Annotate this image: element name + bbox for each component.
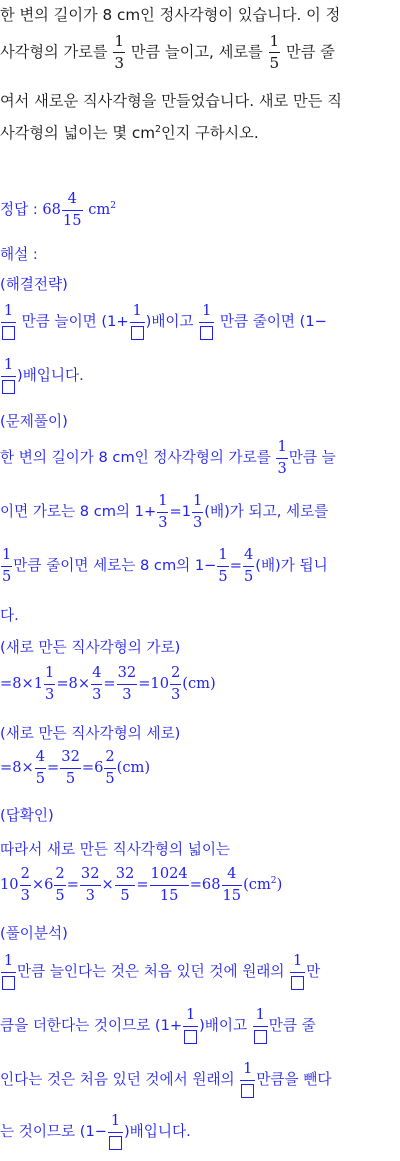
math-token: ) xyxy=(276,876,283,894)
math-token: =6 xyxy=(81,759,104,777)
question-text: 사각형의 넓이는 몇 cm xyxy=(0,124,155,142)
analysis-line-4 xyxy=(0,1114,191,1150)
fraction-one-over-box xyxy=(183,1008,198,1044)
height-equation xyxy=(0,750,150,786)
fraction-denominator xyxy=(1,973,16,991)
analysis-text: 큼을 더한다는 것이므로 (1+ xyxy=(0,1017,183,1035)
fraction-denominator: 3 xyxy=(171,685,181,703)
exponent: 2 xyxy=(155,123,161,135)
fraction-numerator: 1 xyxy=(192,494,203,513)
fraction-denominator xyxy=(1,323,16,341)
solve-line-1 xyxy=(0,440,336,476)
fraction-four-fifths xyxy=(35,750,46,786)
blank-box-icon xyxy=(131,326,144,340)
math-token: =8×1 xyxy=(0,675,44,693)
section-title-width: (새로 만든 직사각형의 가로) xyxy=(0,639,181,656)
section-title-strategy: (해결전략) xyxy=(0,276,68,293)
fraction-numerator: 1 xyxy=(1,548,12,567)
fraction-numerator: 1 xyxy=(199,304,214,323)
fraction-one-over-box xyxy=(199,304,214,340)
analysis-text: 만큼 늘인다는 것은 처음 있던 것에 원래의 xyxy=(17,963,285,981)
answer-line xyxy=(0,192,116,228)
fraction-numerator: 4 xyxy=(222,867,243,886)
fraction-denominator: 3 xyxy=(45,685,55,703)
fraction-one-third xyxy=(192,494,203,530)
solve-line-4: 다. xyxy=(0,607,19,624)
fraction-numerator: 32 xyxy=(117,666,138,685)
fraction-numerator: 2 xyxy=(54,867,65,886)
solve-text: = xyxy=(229,557,242,575)
question-text: 만큼 줄 xyxy=(286,43,335,62)
math-token: =8× xyxy=(56,675,91,693)
math-token: cm xyxy=(88,201,111,219)
fraction-numerator: 1 xyxy=(269,34,281,53)
fraction-four-fifths xyxy=(243,548,254,584)
strategy-text: 만큼 늘이면 (1+ xyxy=(21,313,129,331)
section-title-solve: (문제풀이) xyxy=(0,413,68,430)
fraction-denominator xyxy=(183,1027,198,1045)
fraction-denominator xyxy=(253,1027,268,1045)
fraction-denominator: 3 xyxy=(114,54,125,73)
fraction-denominator: 5 xyxy=(55,886,65,904)
math-token: = xyxy=(66,876,79,894)
fraction-numerator: 1 xyxy=(1,358,16,377)
math-token: =68 xyxy=(189,876,221,894)
fraction-numerator: 1 xyxy=(253,1008,268,1027)
solve-line-3 xyxy=(0,548,328,584)
explanation-label: 해설 : xyxy=(0,246,38,263)
blank-box-icon xyxy=(2,380,15,394)
solve-text: =1 xyxy=(169,503,191,521)
fraction-numerator: 1 xyxy=(217,548,228,567)
blank-box-icon xyxy=(109,1136,122,1150)
fraction-four-fifteenths xyxy=(222,867,243,903)
fraction-denominator: 5 xyxy=(269,54,280,73)
math-token: 2 xyxy=(110,201,116,212)
fraction-one-fifth xyxy=(1,548,12,584)
fraction-numerator: 32 xyxy=(80,867,101,886)
fraction-numerator: 4 xyxy=(62,192,83,211)
fraction-two-fifths xyxy=(104,750,115,786)
strategy-text: 만큼 줄이면 (1− xyxy=(219,313,327,331)
fraction-denominator: 3 xyxy=(158,513,168,531)
fraction-numerator: 1 xyxy=(276,440,287,459)
blank-box-icon xyxy=(184,1030,197,1044)
fraction-thirty-two-thirds xyxy=(117,666,138,702)
math-token: = xyxy=(47,759,60,777)
question-line-1 xyxy=(0,4,340,25)
fraction-numerator: 1 xyxy=(1,304,16,323)
fraction-1024-fifteenths xyxy=(150,867,189,903)
fraction-one-third xyxy=(276,440,287,476)
answer-label: 정답 : xyxy=(0,201,43,219)
fraction-numerator: 1 xyxy=(290,954,305,973)
fraction-numerator: 4 xyxy=(243,548,254,567)
fraction-numerator: 4 xyxy=(35,750,46,769)
math-token: (cm xyxy=(243,876,271,894)
check-line-1: 따라서 새로 만든 직사각형의 넓이는 xyxy=(0,841,231,858)
fraction-numerator: 1 xyxy=(240,1062,255,1081)
fraction-numerator: 1 xyxy=(113,34,125,53)
fraction-denominator xyxy=(240,1081,255,1099)
fraction-denominator: 5 xyxy=(65,769,76,787)
question-text: 사각형의 가로를 xyxy=(0,43,108,62)
fraction-one-over-box xyxy=(290,954,305,990)
solve-text: 이면 가로는 8 cm의 1+ xyxy=(0,503,157,521)
question-line-2 xyxy=(0,34,335,71)
math-token: =10 xyxy=(138,675,169,693)
fraction-thirty-two-thirds xyxy=(80,867,101,903)
analysis-line-2 xyxy=(0,1008,316,1044)
area-equation xyxy=(0,867,282,903)
fraction-one-fifth xyxy=(217,548,228,584)
analysis-text: )배이고 xyxy=(199,1017,248,1035)
fraction-denominator: 5 xyxy=(120,886,130,904)
fraction-one-third xyxy=(44,666,55,702)
fraction-one-over-box xyxy=(130,304,145,340)
question-text: 한 변의 길이가 8 cm인 정사각형이 있습니다. 이 정 xyxy=(0,6,341,24)
fraction-one-over-box xyxy=(253,1008,268,1044)
answer-unit xyxy=(88,201,116,218)
fraction-denominator xyxy=(290,973,305,991)
fraction-numerator: 1 xyxy=(108,1114,123,1133)
blank-box-icon xyxy=(2,976,15,990)
math-token: = xyxy=(136,876,149,894)
analysis-text: 만큼 줄 xyxy=(268,1017,316,1035)
fraction-denominator: 15 xyxy=(222,886,242,904)
section-title-height: (새로 만든 직사각형의 세로) xyxy=(0,725,181,742)
question-text: 인지 구하시오. xyxy=(161,124,259,142)
fraction-denominator xyxy=(108,1133,123,1151)
fraction-numerator: 1 xyxy=(157,494,168,513)
fraction-numerator: 2 xyxy=(104,750,115,769)
math-token: =8× xyxy=(0,759,34,777)
solve-text: (배)가 되고, 세로를 xyxy=(204,503,329,521)
fraction-denominator: 15 xyxy=(62,211,82,229)
fraction-numerator: 32 xyxy=(115,867,136,886)
fraction-one-over-box xyxy=(240,1062,255,1098)
question-text: 만큼 늘이고, 세로를 xyxy=(130,43,263,62)
analysis-line-1 xyxy=(0,954,320,990)
analysis-text: 만큼을 뺀다 xyxy=(256,1071,332,1089)
math-token: 2 xyxy=(270,876,277,887)
question-line-4 xyxy=(0,122,259,143)
width-equation xyxy=(0,666,216,702)
fraction-four-thirds xyxy=(91,666,102,702)
answer-fraction xyxy=(62,192,83,228)
fraction-one-third xyxy=(113,34,125,71)
fraction-numerator: 2 xyxy=(20,867,31,886)
fraction-numerator: 4 xyxy=(91,666,102,685)
analysis-text: 는 것이므로 (1− xyxy=(0,1123,107,1141)
fraction-denominator: 15 xyxy=(159,886,179,904)
question-line-3 xyxy=(0,90,342,111)
fraction-numerator: 1 xyxy=(44,666,55,685)
strategy-line-1 xyxy=(0,304,327,340)
blank-box-icon xyxy=(254,1030,267,1044)
strategy-line-2 xyxy=(0,358,84,394)
analysis-text: 만 xyxy=(306,963,321,981)
fraction-denominator xyxy=(130,323,145,341)
fraction-numerator: 32 xyxy=(60,750,81,769)
section-title-analysis: (풀이분석) xyxy=(0,925,68,942)
fraction-one-fifth xyxy=(269,34,281,71)
blank-box-icon xyxy=(241,1084,254,1098)
fraction-denominator xyxy=(199,323,214,341)
fraction-denominator: 5 xyxy=(218,567,228,585)
math-token: × xyxy=(101,876,114,894)
fraction-numerator: 1 xyxy=(130,304,145,323)
fraction-denominator: 5 xyxy=(243,567,254,585)
blank-box-icon xyxy=(200,326,213,340)
math-token: 10 xyxy=(0,876,19,894)
fraction-denominator: 3 xyxy=(20,886,30,904)
fraction-numerator: 1 xyxy=(1,954,16,973)
fraction-denominator: 3 xyxy=(92,685,102,703)
math-token: ×6 xyxy=(31,876,54,894)
fraction-denominator: 5 xyxy=(105,769,115,787)
math-token: (cm) xyxy=(182,675,216,693)
math-token: (cm) xyxy=(116,759,151,777)
fraction-denominator: 3 xyxy=(85,886,95,904)
fraction-numerator: 1 xyxy=(183,1008,198,1027)
fraction-one-over-box xyxy=(1,954,16,990)
fraction-denominator: 3 xyxy=(193,513,203,531)
solve-text: (배)가 됩니 xyxy=(255,557,328,575)
fraction-denominator xyxy=(1,377,16,395)
fraction-thirty-two-fifths xyxy=(60,750,81,786)
fraction-two-thirds xyxy=(170,666,181,702)
fraction-denominator: 3 xyxy=(277,459,287,477)
fraction-two-fifths xyxy=(54,867,65,903)
fraction-numerator: 2 xyxy=(170,666,181,685)
analysis-line-3 xyxy=(0,1062,331,1098)
strategy-text: )배이고 xyxy=(145,313,194,331)
strategy-text: )배입니다. xyxy=(17,367,84,385)
fraction-thirty-two-fifths xyxy=(115,867,136,903)
fraction-denominator: 5 xyxy=(35,769,46,787)
fraction-denominator: 3 xyxy=(122,685,132,703)
answer-whole: 68 xyxy=(42,201,61,219)
blank-box-icon xyxy=(2,326,15,340)
fraction-two-thirds xyxy=(20,867,31,903)
solve-text: 만큼 늘 xyxy=(288,449,336,467)
blank-box-icon xyxy=(291,976,304,990)
math-token: = xyxy=(103,675,116,693)
question-text: 여서 새로운 직사각형을 만들었습니다. 새로 만든 직 xyxy=(0,92,342,110)
fraction-numerator: 1024 xyxy=(150,867,189,886)
solve-text: 한 변의 길이가 8 cm인 정사각형의 가로를 xyxy=(0,449,271,467)
solve-text: 만큼 줄이면 세로는 8 cm의 1− xyxy=(13,557,217,575)
fraction-one-over-box xyxy=(1,358,16,394)
analysis-text: )배입니다. xyxy=(123,1123,191,1141)
fraction-one-third xyxy=(157,494,168,530)
fraction-one-over-box xyxy=(108,1114,123,1150)
analysis-text: 인다는 것은 처음 있던 것에서 원래의 xyxy=(0,1071,235,1089)
fraction-one-over-box xyxy=(1,304,16,340)
fraction-denominator: 5 xyxy=(2,567,12,585)
section-title-check: (답확인) xyxy=(0,807,54,824)
solve-line-2 xyxy=(0,494,328,530)
